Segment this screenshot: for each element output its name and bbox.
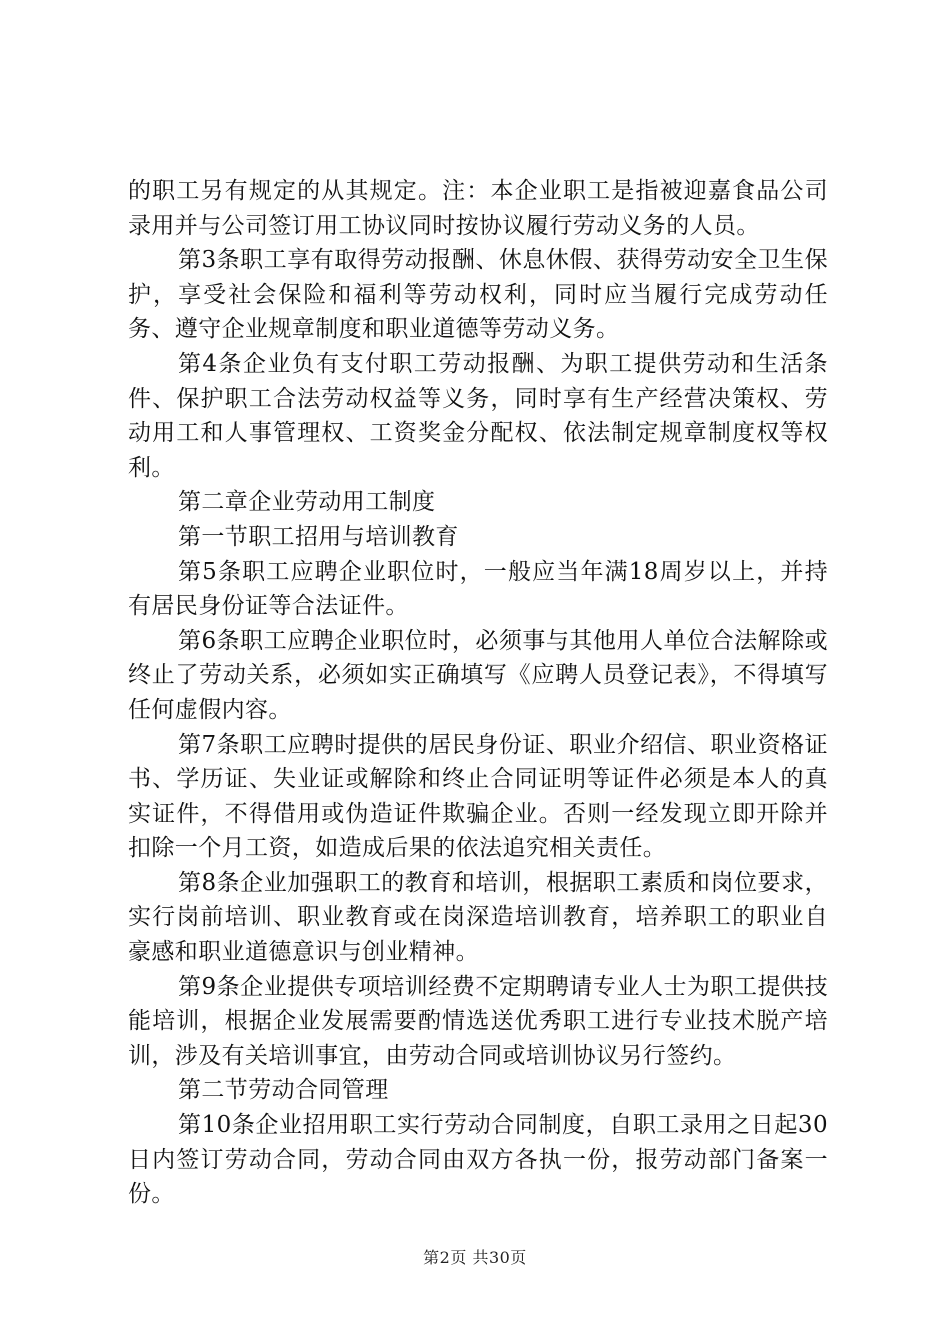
section-heading: 第二节劳动合同管理 xyxy=(178,1077,389,1104)
paragraph: 第10条企业招用职工实行劳动合同制度，自职工录用之日起30日内签订劳动合同，劳动合同由双方各执一份，报劳动部门备案一份。 xyxy=(128,1112,828,1208)
page-number-indicator: 第2页 共30页 xyxy=(423,1248,527,1267)
paragraph: 第9条企业提供专项培训经费不定期聘请专业人士为职工提供技能培训，根据企业发展需要酌情选送优秀职工进行专业技术脱产培训，涉及有关培训事宜，由劳动合同或培训协议另行签约。 xyxy=(128,973,828,1069)
paragraph: 的职工另有规定的从其规定。注：本企业职工是指被迎嘉食品公司录用并与公司签订用工协议同时按协议履行劳动义务的人员。 xyxy=(128,178,828,239)
page-footer xyxy=(0,1245,950,1268)
paragraph: 第3条职工享有取得劳动报酬、休息休假、获得劳动安全卫生保护，享受社会保险和福利等劳动权利，同时应当履行完成劳动任务、遵守企业规章制度和职业道德等劳动义务。 xyxy=(128,247,828,343)
paragraph: 第5条职工应聘企业职位时，一般应当年满18周岁以上，并持有居民身份证等合法证件。 xyxy=(128,558,828,620)
paragraph: 第4条企业负有支付职工劳动报酬、为职工提供劳动和生活条件、保护职工合法劳动权益等义务，同时享有生产经营决策权、劳动用工和人事管理权、工资奖金分配权、依法制定规章制度权等权利。 xyxy=(128,350,828,481)
section-heading: 第一节职工招用与培训教育 xyxy=(178,523,459,550)
document-body xyxy=(128,174,828,1212)
paragraph: 第7条职工应聘时提供的居民身份证、职业介绍信、职业资格证书、学历证、失业证或解除和终止合同证明等证件必须是本人的真实证件，不得借用或伪造证件欺骗企业。否则一经发现立即开除并扣除一个月工资，如造成后果的依法追究相关责任。 xyxy=(128,731,828,862)
paragraph: 第6条职工应聘企业职位时，必须事与其他用人单位合法解除或终止了劳动关系，必须如实正确填写《应聘人员登记表》，不得填写任何虚假内容。 xyxy=(128,627,828,723)
paragraph: 第8条企业加强职工的教育和培训，根据职工素质和岗位要求，实行岗前培训、职业教育或在岗深造培训教育，培养职工的职业自豪感和职业道德意识与创业精神。 xyxy=(128,869,828,966)
chapter-heading: 第二章企业劳动用工制度 xyxy=(178,489,436,516)
